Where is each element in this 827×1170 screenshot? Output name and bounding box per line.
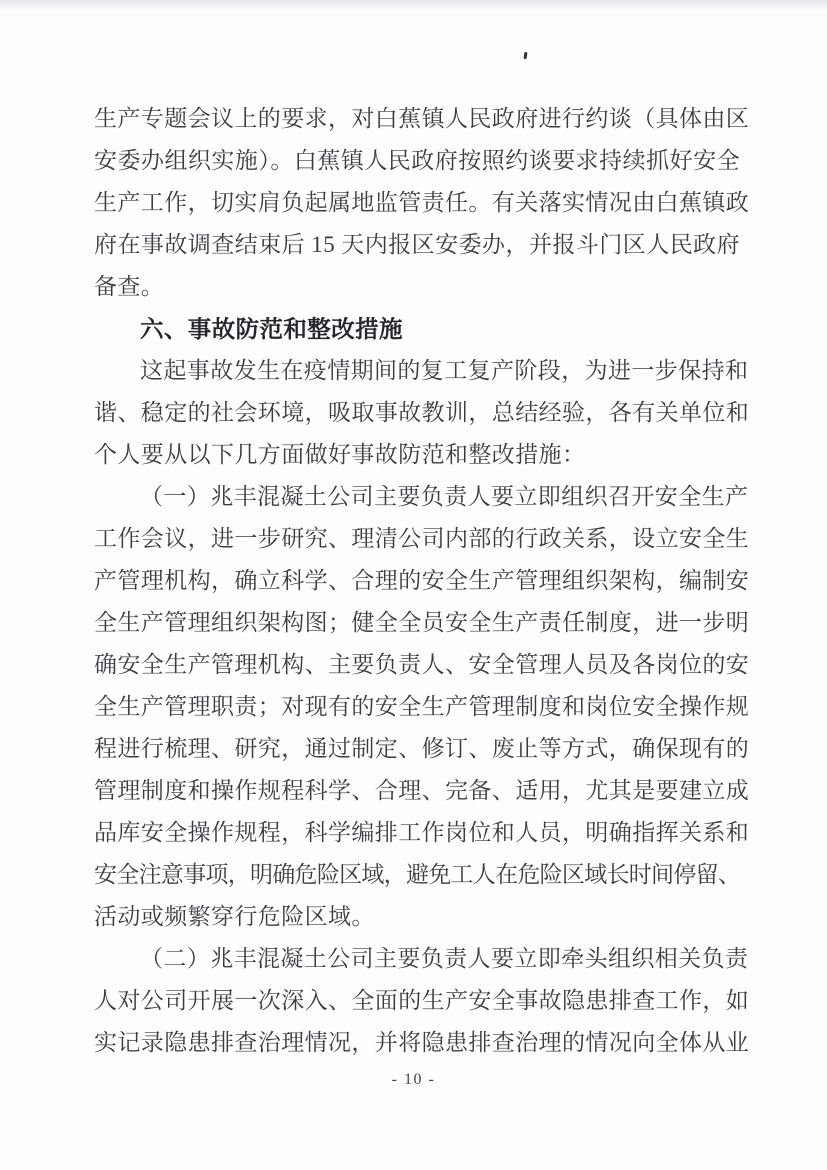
text-line: 工作会议，进一步研究、理清公司内部的行政关系，设立安全生 bbox=[94, 526, 750, 551]
text-line: 生产专题会议上的要求，对白蕉镇人民政府进行约谈（具体由区 bbox=[94, 106, 750, 131]
text-line: 实记录隐患排查治理情况，并将隐患排查治理的情况向全体从业 bbox=[94, 1030, 750, 1055]
scan-artifact-speck bbox=[524, 52, 528, 59]
scan-edge-shadow bbox=[0, 0, 827, 10]
text-line: 这起事故发生在疫情期间的复工复产阶段，为进一步保持和 bbox=[140, 358, 749, 383]
text-line: 产管理机构，确立科学、合理的安全生产管理组织架构，编制安 bbox=[94, 568, 750, 593]
text-line: 安委办组织实施）。白蕉镇人民政府按照约谈要求持续抓好安全 bbox=[94, 148, 740, 173]
text-line: 生产工作，切实肩负起属地监管责任。有关落实情况由白蕉镇政 bbox=[94, 190, 750, 215]
text-line: 备查。 bbox=[94, 274, 165, 299]
text-line: 全生产管理组织架构图；健全全员安全生产责任制度，进一步明 bbox=[94, 610, 750, 635]
text-line: （一）兆丰混凝土公司主要负责人要立即组织召开安全生产 bbox=[140, 484, 749, 509]
text-line: 确安全生产管理机构、主要负责人、安全管理人员及各岗位的安 bbox=[94, 652, 750, 677]
section-heading: 六、事故防范和整改措施 bbox=[140, 316, 403, 342]
text-line: 品库安全操作规程，科学编排工作岗位和人员，明确指挥关系和 bbox=[94, 820, 750, 845]
text-line: 全生产管理职责；对现有的安全生产管理制度和岗位安全操作规 bbox=[94, 694, 750, 719]
page-number: - 10 - bbox=[391, 1071, 436, 1088]
document-body bbox=[94, 98, 750, 1064]
text-line: 谐、稳定的社会环境，吸取事故教训，总结经验，各有关单位和 bbox=[94, 400, 750, 425]
text-line: 管理制度和操作规程科学、合理、完备、适用，尤其是要建立成 bbox=[94, 778, 750, 803]
text-line: 个人要从以下几方面做好事故防范和整改措施： bbox=[94, 442, 586, 467]
text-line: 安全注意事项，明确危险区域，避免工人在危险区域长时间停留、 bbox=[94, 862, 740, 887]
text-line: 人对公司开展一次深入、全面的生产安全事故隐患排查工作，如 bbox=[94, 988, 750, 1013]
text-line: 府在事故调查结束后 15 天内报区安委办，并报斗门区人民政府 bbox=[94, 232, 740, 257]
text-line: 程进行梳理、研究，通过制定、修订、废止等方式，确保现有的 bbox=[94, 736, 750, 761]
text-line: （二）兆丰混凝土公司主要负责人要立即牵头组织相关负责 bbox=[140, 946, 749, 971]
text-line: 活动或频繁穿行危险区域。 bbox=[94, 904, 375, 929]
